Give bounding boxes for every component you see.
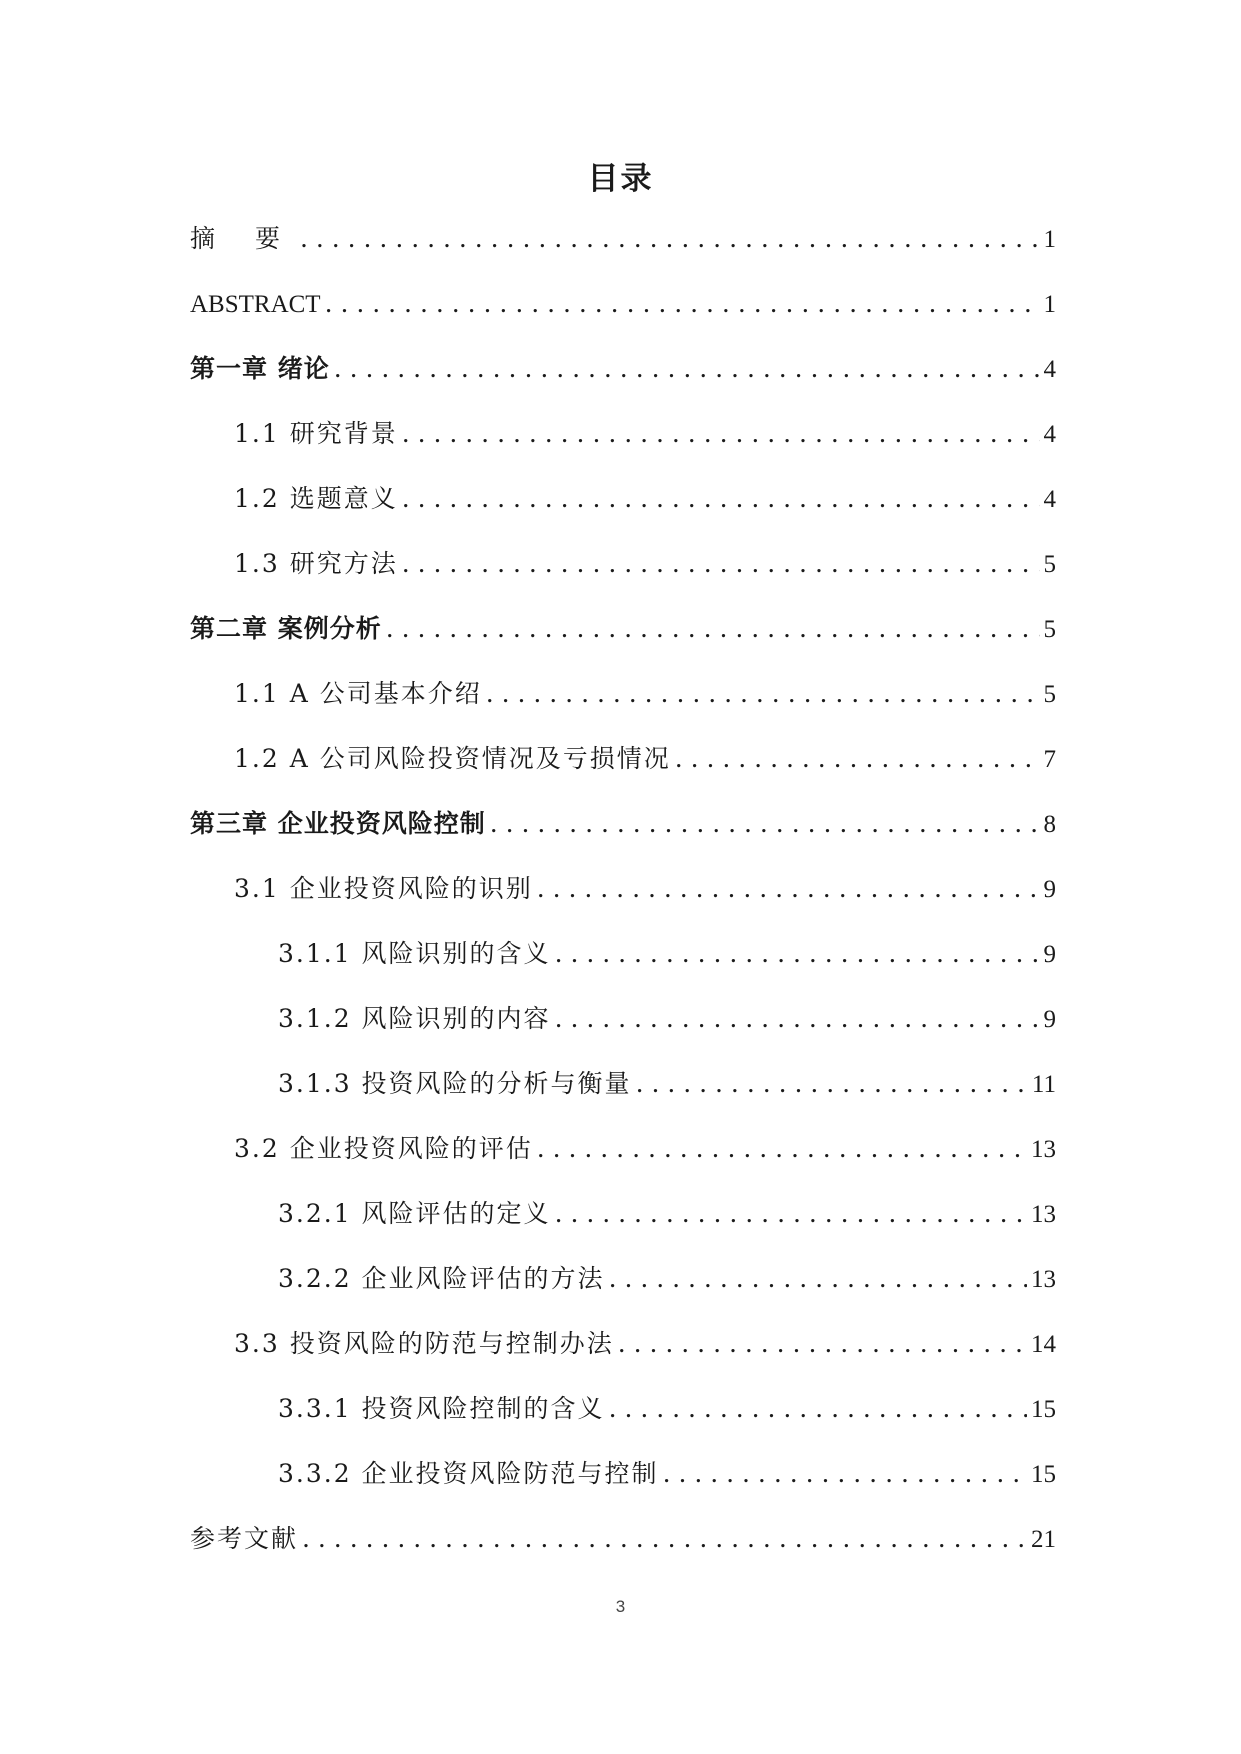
toc-entry-3-1-3[interactable] xyxy=(190,1067,1056,1132)
table-of-contents xyxy=(190,222,1056,1587)
toc-entry-page: 1 xyxy=(1043,291,1056,318)
dot-leader xyxy=(636,1067,1028,1101)
toc-entry-1-2[interactable] xyxy=(190,482,1056,547)
toc-entry-label: ABSTRACT xyxy=(190,291,321,318)
toc-entry-chapter-2[interactable] xyxy=(190,612,1056,677)
toc-entry-3-2-1[interactable] xyxy=(190,1197,1056,1262)
toc-entry-page: 9 xyxy=(1043,876,1056,903)
toc-entry-3-1-1[interactable] xyxy=(190,937,1056,1002)
toc-entry-label: 3.3.1 投资风险控制的含义 xyxy=(278,1394,605,1423)
dot-leader xyxy=(402,547,1040,581)
toc-entry-2-1[interactable] xyxy=(190,677,1056,742)
toc-entry-page: 13 xyxy=(1031,1136,1056,1163)
dot-leader xyxy=(609,1392,1027,1426)
toc-entry-label: 1.1 A 公司基本介绍 xyxy=(234,679,482,708)
toc-entry-1-3[interactable] xyxy=(190,547,1056,612)
toc-entry-page: 21 xyxy=(1031,1526,1056,1553)
toc-entry-2-2[interactable] xyxy=(190,742,1056,807)
page-title: 目录 xyxy=(587,161,654,197)
toc-entry-page: 14 xyxy=(1031,1331,1056,1358)
toc-entry-page: 7 xyxy=(1043,746,1056,773)
toc-entry-3-1-2[interactable] xyxy=(190,1002,1056,1067)
toc-entry-page: 4 xyxy=(1043,421,1056,448)
dot-leader xyxy=(555,937,1040,971)
toc-entry-label: 3.1.2 风险识别的内容 xyxy=(278,1004,551,1033)
toc-entry-3-1[interactable] xyxy=(190,872,1056,937)
page-number: 3 xyxy=(615,1597,626,1616)
toc-entry-3-3-1[interactable] xyxy=(190,1392,1056,1457)
toc-entry-label: 第三章 企业投资风险控制 xyxy=(190,809,486,838)
toc-entry-chapter-1[interactable] xyxy=(190,352,1056,417)
toc-entry-label: 1.1 研究背景 xyxy=(234,419,398,448)
dot-leader xyxy=(402,417,1040,451)
dot-leader xyxy=(300,222,1040,256)
toc-entry-page: 9 xyxy=(1043,1006,1056,1033)
toc-entry-label: 1.3 研究方法 xyxy=(234,549,398,578)
toc-entry-label: 第一章 绪论 xyxy=(190,354,330,383)
toc-entry-3-3-2[interactable] xyxy=(190,1457,1056,1522)
toc-entry-page: 8 xyxy=(1043,811,1056,838)
dot-leader xyxy=(537,1132,1027,1166)
toc-entry-label: 3.2.1 风险评估的定义 xyxy=(278,1199,551,1228)
toc-entry-label: 3.2.2 企业风险评估的方法 xyxy=(278,1264,605,1293)
toc-entry-label: 摘 要 xyxy=(190,224,296,253)
toc-entry-3-3[interactable] xyxy=(190,1327,1056,1392)
dot-leader xyxy=(555,1002,1040,1036)
dot-leader xyxy=(325,287,1040,321)
dot-leader xyxy=(663,1457,1027,1491)
dot-leader xyxy=(402,482,1040,516)
toc-entry-label: 3.1.1 风险识别的含义 xyxy=(278,939,551,968)
toc-entry-3-2-2[interactable] xyxy=(190,1262,1056,1327)
toc-entry-page: 5 xyxy=(1043,616,1056,643)
toc-entry-label: 3.3.2 企业投资风险防范与控制 xyxy=(278,1459,659,1488)
toc-entry-page: 5 xyxy=(1043,551,1056,578)
toc-entry-label: 第二章 案例分析 xyxy=(190,614,382,643)
toc-entry-page: 13 xyxy=(1031,1266,1056,1293)
toc-entry-abstract-cn[interactable] xyxy=(190,222,1056,287)
toc-entry-label: 1.2 A 公司风险投资情况及亏损情况 xyxy=(234,744,671,773)
toc-entry-label: 3.1.3 投资风险的分析与衡量 xyxy=(278,1069,632,1098)
toc-entry-references[interactable] xyxy=(190,1522,1056,1587)
toc-entry-1-1[interactable] xyxy=(190,417,1056,482)
toc-entry-chapter-3[interactable] xyxy=(190,807,1056,872)
toc-entry-page: 15 xyxy=(1031,1396,1056,1423)
dot-leader xyxy=(618,1327,1027,1361)
toc-entry-page: 1 xyxy=(1043,226,1056,253)
toc-entry-label: 3.3 投资风险的防范与控制办法 xyxy=(234,1329,614,1358)
toc-entry-page: 13 xyxy=(1031,1201,1056,1228)
toc-entry-page: 15 xyxy=(1031,1461,1056,1488)
dot-leader xyxy=(609,1262,1027,1296)
toc-entry-label: 3.2 企业投资风险的评估 xyxy=(234,1134,533,1163)
toc-entry-abstract-en[interactable] xyxy=(190,287,1056,352)
toc-entry-label: 1.2 选题意义 xyxy=(234,484,398,513)
toc-entry-label: 3.1 企业投资风险的识别 xyxy=(234,874,533,903)
toc-entry-page: 5 xyxy=(1043,681,1056,708)
dot-leader xyxy=(537,872,1040,906)
toc-entry-page: 4 xyxy=(1043,486,1056,513)
toc-entry-label: 参考文献 xyxy=(190,1524,299,1553)
dot-leader xyxy=(555,1197,1027,1231)
dot-leader xyxy=(334,352,1040,386)
toc-entry-page: 9 xyxy=(1043,941,1056,968)
dot-leader xyxy=(302,1522,1027,1556)
toc-entry-3-2[interactable] xyxy=(190,1132,1056,1197)
toc-entry-page: 11 xyxy=(1031,1071,1056,1098)
dot-leader xyxy=(675,742,1040,776)
toc-entry-page: 4 xyxy=(1043,356,1056,383)
dot-leader xyxy=(386,612,1040,646)
dot-leader xyxy=(490,807,1040,841)
dot-leader xyxy=(486,677,1040,711)
